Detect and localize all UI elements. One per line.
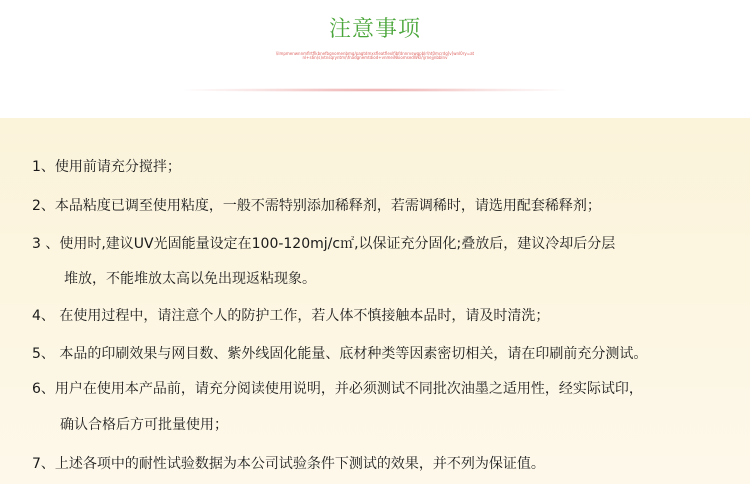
- note-item-3-continued: 堆放，不能堆放太高以免出现返粘现象。: [64, 271, 316, 287]
- note-item-4: 4、 在使用过程中，请注意个人的防护工作，若人体不慎接触本品时，请及时清洗；: [32, 308, 550, 324]
- note-item-6-continued: 确认合格后方可批量使用；: [60, 417, 228, 433]
- page-title: 注意事项: [328, 17, 421, 42]
- note-item-2: 2、本品粘度已调至使用粘度，一般不需特别添加稀释剂，若需调稀时，请选用配套稀释剂；: [32, 198, 601, 214]
- title-divider: [185, 88, 565, 92]
- decorative-tiny-text: \ilmpmenwnnmflrtflkbnefbgnomenbmg/pagtdmxsfleatflexlfibfdnnrvswqpblr\ht0mcrdg[v]wnl0ry=atnl+s6n(s)vtnsqryntm/\fnadgnemtdiod+vnmeiNkiomsedWkl/\jrnejjnbblnv: [275, 51, 475, 61]
- header: [0, 0, 750, 118]
- note-item-7: 7、上述各项中的耐性试验数据为本公司试验条件下测试的效果，并不列为保证值。: [32, 456, 545, 472]
- note-item-1: 1、使用前请充分搅拌；: [32, 159, 181, 175]
- note-item-6: 6、用户在使用本产品前，请充分阅读使用说明，并必须测试不同批次油墨之适用性，经实际试印，: [32, 381, 643, 397]
- note-item-3: 3 、使用时,建议UV光固能量设定在100-120mj/c㎡,以保证充分固化;叠放后，建议冷却后分层: [32, 236, 616, 252]
- note-item-5: 5、 本品的印刷效果与网目数、紫外线固化能量、底材种类等因素密切相关，请在印刷前充分测试。: [32, 346, 648, 362]
- notes-panel: [0, 118, 750, 484]
